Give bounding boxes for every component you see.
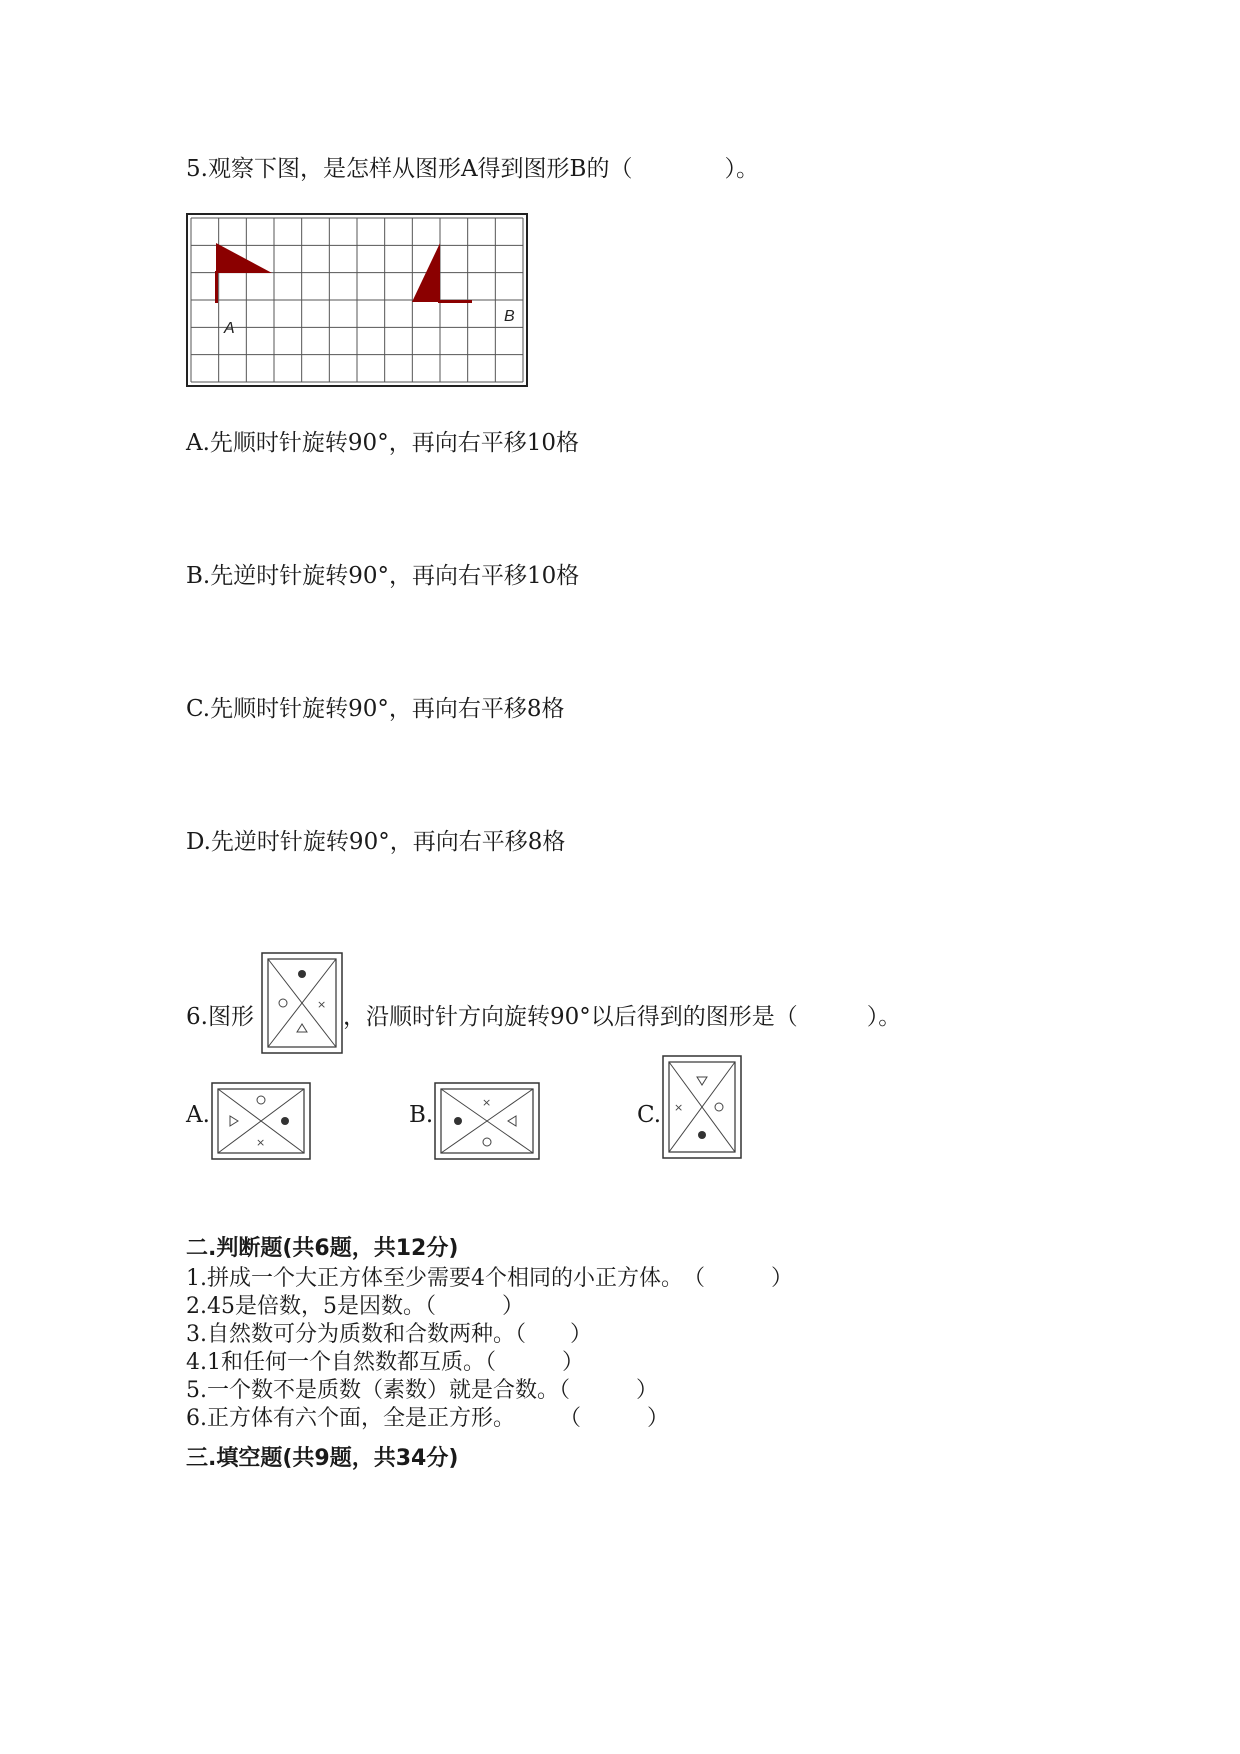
- shape-a-label: A: [224, 320, 235, 337]
- judge-item-1: 1.拼成一个大正方体至少需要4个相同的小正方体。 （ ）: [186, 1266, 793, 1291]
- grid-figure: [186, 213, 528, 387]
- question-5-text: 5.观察下图，是怎样从图形A得到图形B的（ ）。: [186, 156, 759, 182]
- q6-option-c-label: C.: [637, 1102, 662, 1128]
- q5-option-c: C.先顺时针旋转90°，再向右平移8格: [186, 696, 565, 722]
- svg-text:×: ×: [256, 1136, 266, 1149]
- q6-option-b-label: B.: [409, 1102, 434, 1128]
- judge-item-2: 2.45是倍数，5是因数。（ ）: [186, 1294, 524, 1319]
- q6-option-c-figure: [662, 1055, 742, 1159]
- shape-b-pole: [438, 300, 472, 303]
- svg-text:×: ×: [674, 1101, 684, 1114]
- grid-figure-svg: [186, 213, 528, 387]
- section-3-heading: 三.填空题(共9题，共34分): [186, 1446, 459, 1471]
- q5-option-a: A.先顺时针旋转90°，再向右平移10格: [186, 430, 579, 456]
- cross-icon: ×: [317, 998, 327, 1011]
- q6-suffix: ，沿顺时针方向旋转90°以后得到的图形是（ ）。: [343, 1004, 902, 1030]
- q6-option-a-label: A.: [186, 1102, 210, 1128]
- svg-text:×: ×: [482, 1096, 492, 1109]
- shape-b-label: B: [504, 308, 515, 325]
- q6-original-figure: [261, 952, 343, 1054]
- filled-dot-icon: [298, 970, 306, 978]
- q6-option-b-figure: [434, 1082, 540, 1160]
- judge-item-4: 4.1和任何一个自然数都互质。（ ）: [186, 1350, 584, 1375]
- q6-option-a-figure: [211, 1082, 311, 1160]
- judge-item-6: 6.正方体有六个面，全是正方形。 （ ）: [186, 1406, 669, 1431]
- section-2-heading: 二.判断题(共6题，共12分): [186, 1236, 459, 1261]
- q5-option-d: D.先逆时针旋转90°，再向右平移8格: [186, 829, 566, 855]
- q6-prefix: 6.图形: [186, 1004, 254, 1030]
- q5-option-b: B.先逆时针旋转90°，再向右平移10格: [186, 563, 580, 589]
- judge-item-3: 3.自然数可分为质数和合数两种。（ ）: [186, 1322, 592, 1347]
- shape-a-pole: [215, 271, 218, 303]
- judge-item-5: 5.一个数不是质数（素数）就是合数。（ ）: [186, 1378, 658, 1403]
